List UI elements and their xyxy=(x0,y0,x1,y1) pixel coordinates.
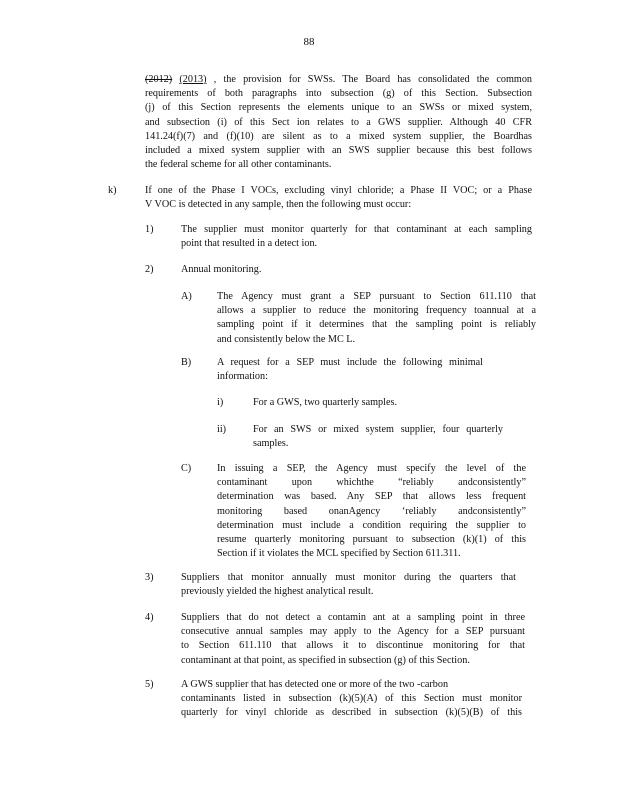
sub-item-c-line: In issuing a SEP, the Agency must specify the level of the xyxy=(217,463,526,474)
intro-paragraph xyxy=(145,73,532,172)
sub-item-a-text xyxy=(217,290,536,347)
sub-item-a-line: The Agency must grant a SEP pursuant to Section 611.110 that xyxy=(217,291,536,302)
item-4-text xyxy=(181,611,525,668)
inserted-year: (2013) xyxy=(179,74,207,85)
page-number: 88 xyxy=(303,36,315,48)
item-5-text xyxy=(181,678,522,721)
sub-item-b-label: B) xyxy=(181,357,192,368)
intro-first-line xyxy=(145,73,532,87)
sub-item-a-label: A) xyxy=(181,291,192,302)
sub-item-c-line: contaminant upon whichthe “reliably andconsistently” xyxy=(217,477,526,489)
item-3-line: Suppliers that monitor annually must monitor during the quarters that xyxy=(181,572,516,583)
section-k-line: V VOC is detected in any sample, then the following must occur: xyxy=(145,199,412,211)
item-5-line: A GWS supplier that has detected one or more of the two -carbon xyxy=(181,679,449,690)
sub-item-b-text xyxy=(217,356,483,384)
sub-item-a-line: and consistently below the MC L. xyxy=(217,333,356,345)
intro-line: included a mixed system supplier with an SWS supplier because this best follows xyxy=(145,145,532,157)
roman-item-ii-label: ii) xyxy=(217,424,227,435)
sub-item-c-line: Section if it violates the MCL specified by Section 611.311. xyxy=(217,548,461,560)
intro-line: and subsection (i) of this Sect ion relates to a GWS supplier. Although 40 CFR xyxy=(145,116,532,128)
item-5-line: quarterly for vinyl chloride as described in subsection (k)(5)(B) of this xyxy=(181,707,522,719)
item-2-text xyxy=(181,263,532,277)
intro-line: (j) of this Section represents the elements unique to an SWSs or mixed system, xyxy=(145,102,532,114)
sub-item-b-line: A request for a SEP must include the following minimal xyxy=(217,357,483,368)
intro-line: the federal scheme for all other contaminants. xyxy=(145,159,332,171)
intro-first-line-tail: , the provision for SWSs. The Board has consolidated the common xyxy=(213,74,533,85)
item-1-label: 1) xyxy=(145,224,154,235)
item-4-label: 4) xyxy=(145,612,154,623)
item-4-line: contaminant at that point, as specified in subsection (g) of this Section. xyxy=(181,654,470,666)
item-1-text xyxy=(181,223,532,251)
roman-item-i-text xyxy=(253,396,503,410)
sub-item-c-text xyxy=(217,462,526,561)
sub-item-c-line: determination must include a condition requiring the supplier to xyxy=(217,519,526,531)
roman-item-ii-line: For an SWS or mixed system supplier, four quarterly xyxy=(253,424,503,435)
roman-item-i-label: i) xyxy=(217,397,224,408)
sub-item-c-line: resume quarterly monitoring pursuant to subsection (k)(1) of this xyxy=(217,534,526,546)
item-3-label: 3) xyxy=(145,572,154,583)
section-k-label: k) xyxy=(108,185,117,196)
item-5-line: contaminants listed in subsection (k)(5)(A) of this Section must monitor xyxy=(181,693,522,705)
sub-item-c-line: determination was based. Any SEP that allows less frequent xyxy=(217,491,526,503)
section-k-text xyxy=(145,184,532,212)
sub-item-b-line: information: xyxy=(217,371,268,383)
struck-year: (2012) xyxy=(145,74,173,85)
item-4-line: consecutive annual samples may apply to the Agency for a SEP pursuant xyxy=(181,626,525,638)
section-k-line: If one of the Phase I VOCs, excluding vinyl chloride; a Phase II VOC; or a Phase xyxy=(145,185,532,196)
item-1-line: point that resulted in a detect ion. xyxy=(181,238,318,250)
item-4-line: to Section 611.110 that allows it to discontinue monitoring for that xyxy=(181,640,525,652)
item-2-line: Annual monitoring. xyxy=(181,264,262,275)
item-4-line: Suppliers that do not detect a contamin ant at a sampling point in three xyxy=(181,612,525,623)
item-3-text xyxy=(181,571,516,599)
item-3-line: previously yielded the highest analytical result. xyxy=(181,586,374,598)
item-2-label: 2) xyxy=(145,264,154,275)
roman-item-ii-text xyxy=(253,423,503,451)
intro-line: requirements of both paragraphs into subsection (g) of this Section. Subsection xyxy=(145,88,532,100)
roman-item-i-line: For a GWS, two quarterly samples. xyxy=(253,397,398,408)
item-5-label: 5) xyxy=(145,679,154,690)
intro-line: 141.24(f)(7) and (f)(10) are silent as to a mixed system supplier, the Boardhas xyxy=(145,130,532,142)
roman-item-ii-line: samples. xyxy=(253,438,289,450)
sub-item-a-line: sampling point if it determines that the sampling point is reliably xyxy=(217,319,536,331)
sub-item-c-line: monitoring based onanAgency ‘reliably andconsistently” xyxy=(217,505,526,517)
sub-item-a-line: allows a supplier to reduce the monitoring frequency toannual at a xyxy=(217,305,536,317)
item-1-line: The supplier must monitor quarterly for that contaminant at each sampling xyxy=(181,224,532,235)
sub-item-c-label: C) xyxy=(181,463,192,474)
